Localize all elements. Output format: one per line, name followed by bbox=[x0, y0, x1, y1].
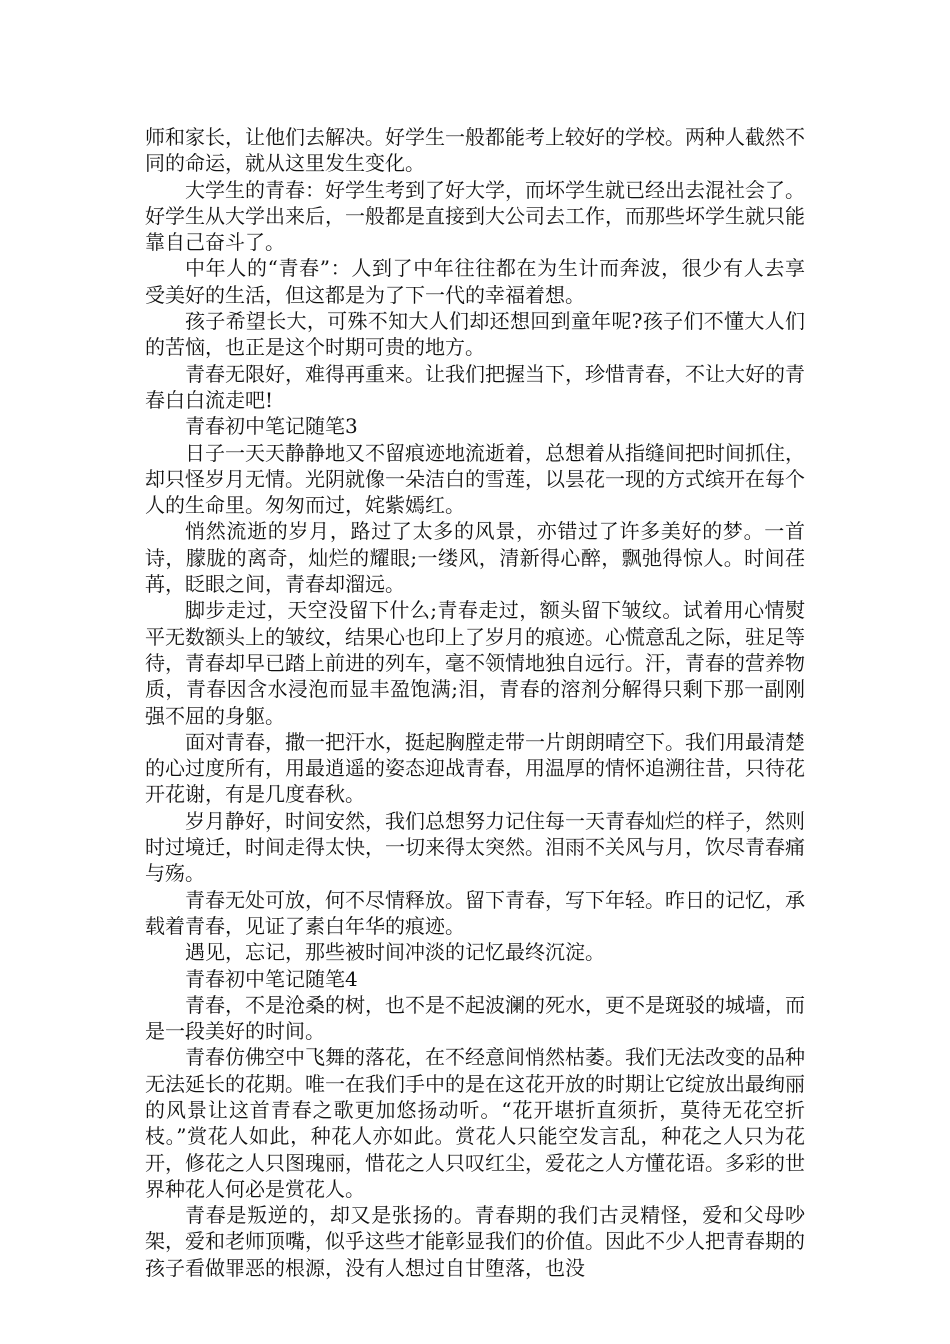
paragraph-11: 青春无处可放，何不尽情释放。留下青春，写下年轻。昨日的记忆，承载着青春，见证了素白年华的痕迹。 bbox=[145, 887, 805, 938]
paragraph-4: 孩子希望长大，可殊不知大人们却还想回到童年呢?孩子们不懂大人们的苦恼，也正是这个时期可贵的地方。 bbox=[145, 309, 805, 360]
paragraph-2: 大学生的青春：好学生考到了好大学，而坏学生就已经出去混社会了。好学生从大学出来后，一般都是直接到大公司去工作，而那些坏学生就只能靠自己奋斗了。 bbox=[145, 177, 805, 255]
paragraph-9: 面对青春，撒一把汗水，挺起胸膛走带一片朗朗晴空下。我们用最清楚的心过度所有，用最逍遥的姿态迎战青春，用温厚的情怀追溯往昔，只待花开花谢，有是几度春秋。 bbox=[145, 729, 805, 807]
paragraph-7: 悄然流逝的岁月，路过了太多的风景，亦错过了许多美好的梦。一首诗，朦胧的离奇，灿烂的耀眼;一缕风，清新得心醉，飘弛得惊人。时间荏苒，眨眼之间，青春却溜远。 bbox=[145, 519, 805, 597]
document-page bbox=[145, 124, 805, 1281]
paragraph-5: 青春无限好，难得再重来。让我们把握当下，珍惜青春，不让大好的青春白白流走吧! bbox=[145, 361, 805, 412]
paragraph-15: 青春是叛逆的，却又是张扬的。青春期的我们古灵精怪，爱和父母吵架，爱和老师顶嘴，似乎这些才能彰显我们的价值。因此不少人把青春期的孩子看做罪恶的根源，没有人想过自甘堕落，也没 bbox=[145, 1203, 805, 1280]
paragraph-8: 脚步走过，天空没留下什么;青春走过，额头留下皱纹。试着用心情熨平无数额头上的皱纹，结果心也印上了岁月的痕迹。心慌意乱之际，驻足等待，青春却早已踏上前进的列车，毫不领情地独自远行。汗，青春的营养物质，青春因含水浸泡而显丰盈饱满;泪，青春的溶剂分解得只剩下那一副刚强不屈的身躯。 bbox=[145, 598, 805, 728]
paragraph-1: 师和家长，让他们去解决。好学生一般都能考上较好的学校。两种人截然不同的命运，就从这里发生变化。 bbox=[145, 125, 805, 176]
section-heading-3: 青春初中笔记随笔3 bbox=[185, 414, 358, 439]
paragraph-6: 日子一天天静静地又不留痕迹地流逝着，总想着从指缝间把时间抓住，却只怪岁月无情。光阴就像一朵洁白的雪莲，以昙花一现的方式缤开在每个人的生命里。匆匆而过，姹紫嫣红。 bbox=[145, 440, 805, 518]
section-heading-4: 青春初中笔记随笔4 bbox=[185, 966, 358, 991]
paragraph-10: 岁月静好，时间安然，我们总想努力记住每一天青春灿烂的样子，然则时过境迁，时间走得太快，一切来得太突然。泪雨不关风与月，饮尽青春痛与殇。 bbox=[145, 808, 805, 886]
paragraph-13: 青春，不是沧桑的树，也不是不起波澜的死水，更不是斑驳的城墙，而是一段美好的时间。 bbox=[145, 992, 805, 1044]
paragraph-12: 遇见，忘记，那些被时间冲淡的记忆最终沉淀。 bbox=[185, 940, 605, 965]
paragraph-14: 青春仿佛空中飞舞的落花，在不经意间悄然枯萎。我们无法改变的品种无法延长的花期。唯一在我们手中的是在这花开放的时期让它绽放出最绚丽的风景让这首青春之歌更加悠扬动听。“花开堪折直须折，莫待无花空折枝。”赏花人如此，种花人亦如此。赏花人只能空发言乱，种花之人只为花开，修花之人只图瑰丽，惜花之人只叹红尘，爱花之人方懂花语。多彩的世界种花人何必是赏花人。 bbox=[145, 1045, 805, 1201]
paragraph-3: 中年人的“青春”：人到了中年往往都在为生计而奔波，很少有人去享受美好的生活，但这都是为了下一代的幸福着想。 bbox=[145, 256, 805, 307]
